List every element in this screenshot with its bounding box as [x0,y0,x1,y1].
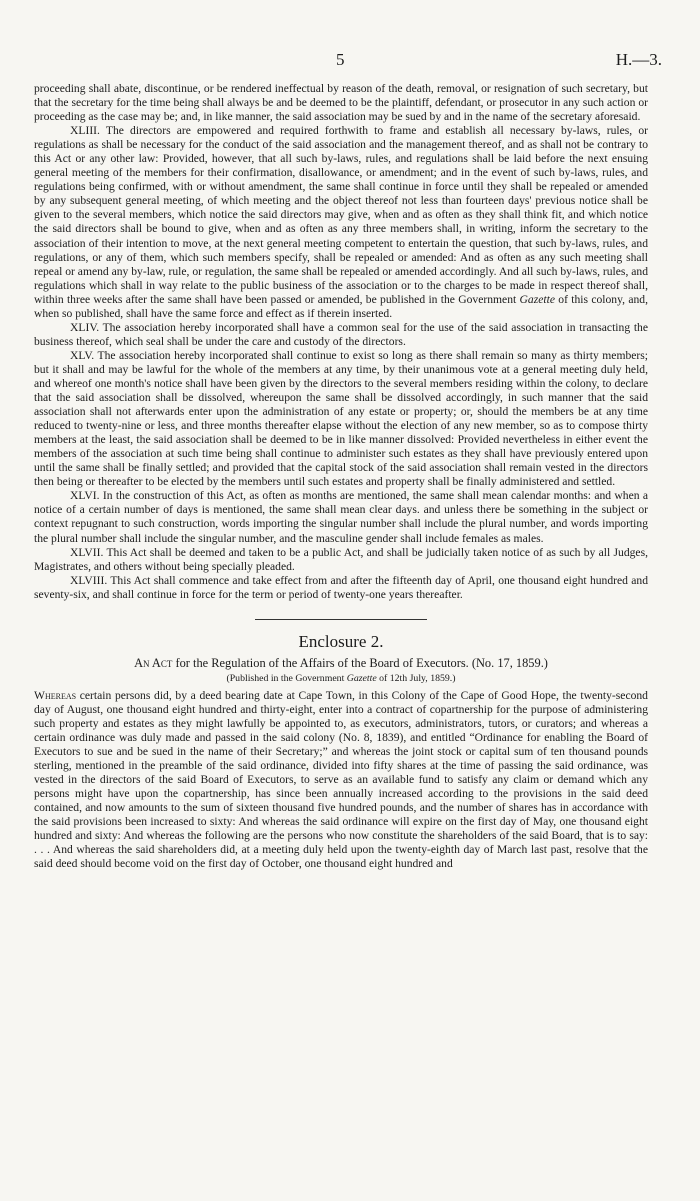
published-before: (Published in the Government [226,672,345,684]
page-number: 5 [336,50,345,69]
published-gazette: Gazette [346,672,377,684]
act-title [34,656,648,671]
page-reference: H.—3. [615,50,662,69]
section-xliii-text: XLIII. The directors are empowered and required forthwith to frame and establish all necessary by-laws, rules, or regulations as shall be necessary for the conduct of the said association and the management thereof, and as shall not be contrary to this Act or any other law: Provided, however, that all such by-laws, rules, and regulations shall be laid before the next ensuing general meeting of the members for their confirmation, disallowance, or amendment; and in the event of such by-laws, rules, and regulations being confirmed, with or without amendment, the same shall continue in force until they shall be repealed or amended by any subsequent general meeting, of which meeting and the object thereof not less than fourteen days' previous notice shall be given to the several members, which notice the said directors may give, when and as often as they shall think fit, and which notice the said directors shall be bound to give, when and as often as any three members shall, in writing, inform the secretary to the association of their intention to move, at the next general meeting competent to entertain the question, that such by-laws, rules, and regulations, or any of them, which such members specify, shall be repealed or amended: And as often as any such meeting shall repeal or amend any by-law, rule, or regulation, the same shall be repealed or amended accordingly. And all such by-laws, rules, and regulations which shall in way relate to the public business of the association or to the charges to be made in respect thereof shall, within three weeks after the same shall have been passed or amended, be published in the Government [34,124,648,306]
publication-note [34,673,648,684]
section-xlviii: XLVIII. This Act shall commence and take effect from and after the fifteenth day of April, one thousand eight hundred and seventy-six, and shall continue in force for the term or period of twenty-one years thereafter. [34,573,648,601]
section-xlvii: XLVII. This Act shall be deemed and taken to be a public Act, and shall be judicially taken notice of as such by all Judges, Magistrates, and others without being specially pleaded. [34,545,648,573]
section-xlvi: XLVI. In the construction of this Act, as often as months are mentioned, the same shall mean calendar months: and when a notice of a certain number of days is mentioned, the same shall mean clear days. and unless there be something in the subject or context repugnant to such construction, words importing the singular number shall include the plural number, and words importing the plural number shall include the singular number, and the masculine gender shall include females as males. [34,489,648,545]
enclosure-body [34,689,648,872]
gazette-italic: Gazette [519,292,555,306]
document-body [34,82,648,871]
section-divider [255,619,427,620]
enclosure-title: Enclosure 2. [298,631,384,651]
whereas-lead: Whereas [34,688,77,702]
section-xliii [34,124,648,321]
enclosure-body-text: certain persons did, by a deed bearing date at Cape Town, in this Colony of the Cape of Good Hope, the twenty-second day of August, one thousand eight hundred and thirty-eight, enter into a contract of copartnership for the purpose of administering such property and estates as they might lawfully be appointed to, as executors, administrators, tutors, or curators; and whereas a certain ordinance was duly made and passed in the said colony (No. 8, 1839), and entitled “Ordinance for enabling the Board of Executors to sue and be sued in the name of their Secretary;” and whereas the joint stock or capital sum of ten thousand pounds sterling, mentioned in the preamble of the said ordinance, divided into fifty shares at the time of passing the said ordinance, was vested in the directors of the said Board of Executors, to serve as an available fund to satisfy any claim or demand which any persons might have upon the copartnership, has since been annually increased according to the provisions in the said deed contained, and now amounts to the sum of sixteen thousand five hundred pounds, and the number of shares has in accordance with the said provisions been increased to sixty: And whereas the said ordinance will expire on the first day of May, one thousand eight hundred and sixty: And whereas the following are the persons who now constitute the shareholders of the said Board, that is to say: . . . And whereas the said shareholders did, at a meeting duly held upon the twenty-eighth day of March last past, resolve that the said deed should become void on the first day of October, one thousand eight hundred and [34,688,648,871]
section-xliv: XLIV. The association hereby incorporated shall have a common seal for the use of the said association in transacting the business thereof, which seal shall be under the care and custody of the directors. [34,320,648,348]
page-header [0,50,700,70]
published-after: of 12th July, 1859.) [379,672,456,684]
section-xliii-tail: of this colony, and, when so published, shall have the same force and effect as if therein inserted. [34,292,648,320]
paragraph-continuation: proceeding shall abate, discontinue, or be rendered ineffectual by reason of the death, removal, or resignation of such secretary, but that the secretary for the time being shall always be and be deemed to be the plaintiff, defendant, or prosecutor in any such action or proceeding as the case may be; and, in like manner, the said association may be sued by and in the name of the secretary aforesaid. [34,82,648,124]
act-prefix: An Act [134,655,173,670]
act-title-rest: for the Regulation of the Affairs of the Board of Executors. (No. 17, 1859.) [175,655,548,670]
section-xlv: XLV. The association hereby incorporated shall continue to exist so long as there shall remain so many as thirty members; but it shall and may be lawful for the whole of the members at any time, by their unanimous vote at a general meeting duly held, and whereof one month's notice shall have been given by the directors to the several members residing within the colony, to declare that the said association shall be dissolved, whereupon the same shall be dissolved accordingly, in such manner that the said association shall not afterwards enter upon the administration of any estate or property; or, should the members be at any time reduced to twenty-nine or less, and three months thereafter elapse without the election of any new member, so as to compose thirty members at the least, the said association shall be deemed to be in like manner dissolved: Provided nevertheless in either event the members of the association at such time being shall continue to administer such estates as they shall have previously entered upon until the same shall be finally settled; and provided that the capital stock of the said association shall remain vested in the directors then being or thereafter to be elected by the members until such estates and property shall be finally administered and settled. [34,348,648,489]
